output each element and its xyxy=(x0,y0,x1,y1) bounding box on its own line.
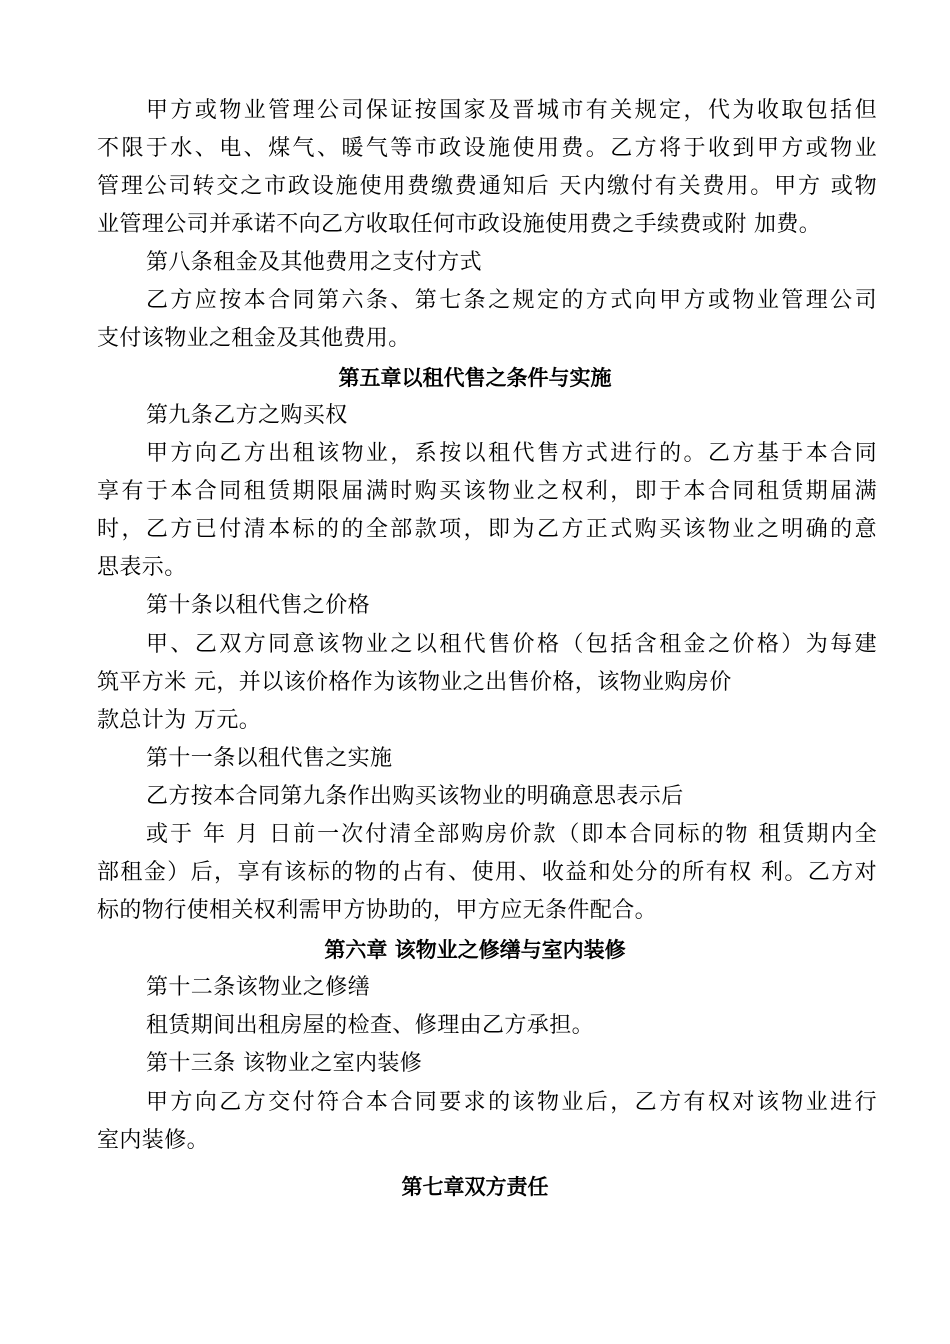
article-title: 第十三条 该物业之室内装修 xyxy=(146,1051,423,1076)
paragraph-line: 支付该物业之租金及其他费用。 xyxy=(97,326,411,351)
paragraph-line: 乙方应按本合同第六条、第七条之规定的方式向甲方或物业管理公司 xyxy=(146,288,877,313)
paragraph-line: 筑平方米 元，并以该价格作为该物业之出售价格，该物业购房价 xyxy=(97,670,732,695)
paragraph-line: 标的物行使相关权利需甲方协助的，甲方应无条件配合。 xyxy=(97,898,658,923)
paragraph-line: 不限于水、电、煤气、暖气等市政设施使用费。乙方将于收到甲方或物业 xyxy=(97,136,877,161)
article-title: 第九条乙方之购买权 xyxy=(146,403,348,428)
paragraph-line: 享有于本合同租赁期限届满时购买该物业之权利，即于本合同租赁期届满 xyxy=(97,479,877,504)
paragraph-line: 室内装修。 xyxy=(97,1128,210,1153)
article-title: 第十二条该物业之修缮 xyxy=(146,975,371,1000)
chapter-heading: 第七章双方责任 xyxy=(401,1175,549,1199)
paragraph-line: 甲方向乙方交付符合本合同要求的该物业后，乙方有权对该物业进行 xyxy=(146,1090,877,1115)
article-title: 第十条以租代售之价格 xyxy=(146,593,371,618)
chapter-heading: 第六章 该物业之修缮与室内装修 xyxy=(324,938,626,962)
paragraph-line: 甲方或物业管理公司保证按国家及晋城市有关规定，代为收取包括但 xyxy=(146,98,877,123)
paragraph-line: 部租金）后，享有该标的物的占有、使用、收益和处分的所有权 利。乙方对 xyxy=(97,860,877,885)
chapter-heading: 第五章以租代售之条件与实施 xyxy=(338,366,612,390)
paragraph-line: 甲方向乙方出租该物业，系按以租代售方式进行的。乙方基于本合同 xyxy=(146,441,877,466)
paragraph-line: 款总计为 万元。 xyxy=(97,708,262,733)
article-title: 第十一条以租代售之实施 xyxy=(146,746,393,771)
paragraph-line: 租赁期间出租房屋的检查、修理由乙方承担。 xyxy=(146,1013,595,1038)
paragraph-line: 乙方按本合同第九条作出购买该物业的明确意思表示后 xyxy=(146,784,684,809)
paragraph-line: 业管理公司并承诺不向乙方收取任何市政设施使用费之手续费或附 加费。 xyxy=(97,212,822,237)
paragraph-line: 甲、乙双方同意该物业之以租代售价格（包括含租金之价格）为每建 xyxy=(146,632,877,657)
paragraph-line: 思表示。 xyxy=(97,555,187,580)
paragraph-line: 时，乙方已付清本标的的全部款项，即为乙方正式购买该物业之明确的意 xyxy=(97,517,877,542)
paragraph-line: 管理公司转交之市政设施使用费缴费通知后 天内缴付有关费用。甲方 或物 xyxy=(97,174,877,199)
article-title: 第八条租金及其他费用之支付方式 xyxy=(146,250,483,275)
paragraph-line: 或于 年 月 日前一次付清全部购房价款（即本合同标的物 租赁期内全 xyxy=(146,822,877,847)
